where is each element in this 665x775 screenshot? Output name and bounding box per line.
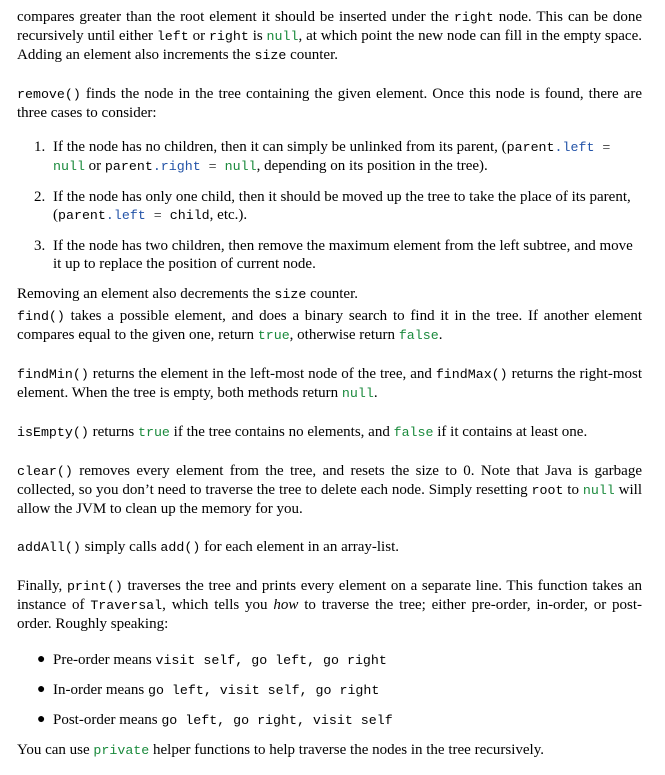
code-true: true [257, 328, 290, 343]
code-false: false [393, 425, 434, 440]
code-size: size [254, 48, 287, 63]
list-item: ● In-order means go left, visit self, go right [37, 682, 380, 698]
paragraph-remove: remove() finds the node in the tree containing the given element. Once this node is found, there are three cases to consider: [17, 86, 642, 121]
list-item: 2. If the node has only one child, then it should be moved up the tree to take the place of its parent, (parent.left = child, etc.). [34, 189, 631, 223]
code-findmax: findMax() [435, 367, 508, 382]
traversal-orders-list [17, 651, 642, 730]
list-item: 3. If the node has two children, then remove the maximum element from the left subtree, and move it up to replace the position of current node. [34, 238, 633, 272]
code-remove: remove() [17, 87, 81, 102]
code-traversal: Traversal [90, 598, 163, 613]
paragraph-print: Finally, print() traverses the tree and prints every element on a separate line. This function takes an instance of Traversal, which tells you how to traverse the tree; either pre-order, in-order, or post-order. Roughly speaking: [17, 578, 643, 632]
bullet-icon: ● [37, 652, 46, 667]
paragraph-findmin-findmax: findMin() returns the element in the left-most node of the tree, and findMax() returns the right-most element. When the tree is empty, both methods return null. [17, 366, 642, 401]
document-body [17, 8, 642, 760]
list-item: ● Pre-order means visit self, go left, go right [37, 652, 387, 668]
list-item: ● Post-order means go left, go right, visit self [37, 712, 393, 728]
paragraph-addall: addAll() simply calls add() for each element in an array-list. [17, 539, 399, 555]
code-addall: addAll() [17, 540, 81, 555]
code-print: print() [66, 579, 123, 594]
code-add: add() [160, 540, 201, 555]
code-isempty: isEmpty() [17, 425, 89, 440]
code-root: root [531, 483, 564, 498]
emphasis-how: how [273, 597, 299, 613]
paragraph-insert-recursion: compares greater than the root element it should be inserted under the right node. This can be done recursively until either left or right is null, at which point the new node can fill in the empty space. Adding an element also increments the size counter. [17, 9, 642, 63]
paragraph-remove-size: Removing an element also decrements the size counter. [17, 286, 358, 302]
code-findmin: findMin() [17, 367, 89, 382]
bullet-icon: ● [37, 712, 46, 727]
code-right: right [208, 29, 249, 44]
code-private: private [93, 743, 150, 758]
paragraph-private-helpers: You can use private helper functions to help traverse the nodes in the tree recursively. [17, 742, 544, 758]
remove-cases-list [17, 138, 642, 273]
code-left: left [156, 29, 189, 44]
code-null: null [341, 386, 374, 401]
code-null: null [582, 483, 615, 498]
paragraph-find: find() takes a possible element, and does a binary search to find it in the tree. If another element compares equal to the given one, return true, otherwise return false. [17, 308, 642, 343]
paragraph-clear: clear() removes every element from the tree, and resets the size to 0. Note that Java is garbage collected, so you don’t need to traverse the tree to delete each node. Simply resetting root to null will allow the JVM to clean up the memory for you. [17, 463, 643, 517]
list-item: 1. If the node has no children, then it can simply be unlinked from its parent, (parent.left = null or parent.right = null, depending on its position in the tree). [34, 139, 611, 174]
code-size: size [274, 287, 307, 302]
paragraph-isempty: isEmpty() returns true if the tree contains no elements, and false if it contains at least one. [17, 424, 588, 440]
code-true: true [137, 425, 170, 440]
code-right: right [453, 10, 494, 25]
code-find: find() [17, 309, 65, 324]
code-null: null [266, 29, 299, 44]
code-clear: clear() [17, 464, 73, 479]
bullet-icon: ● [37, 682, 46, 697]
code-false: false [398, 328, 439, 343]
